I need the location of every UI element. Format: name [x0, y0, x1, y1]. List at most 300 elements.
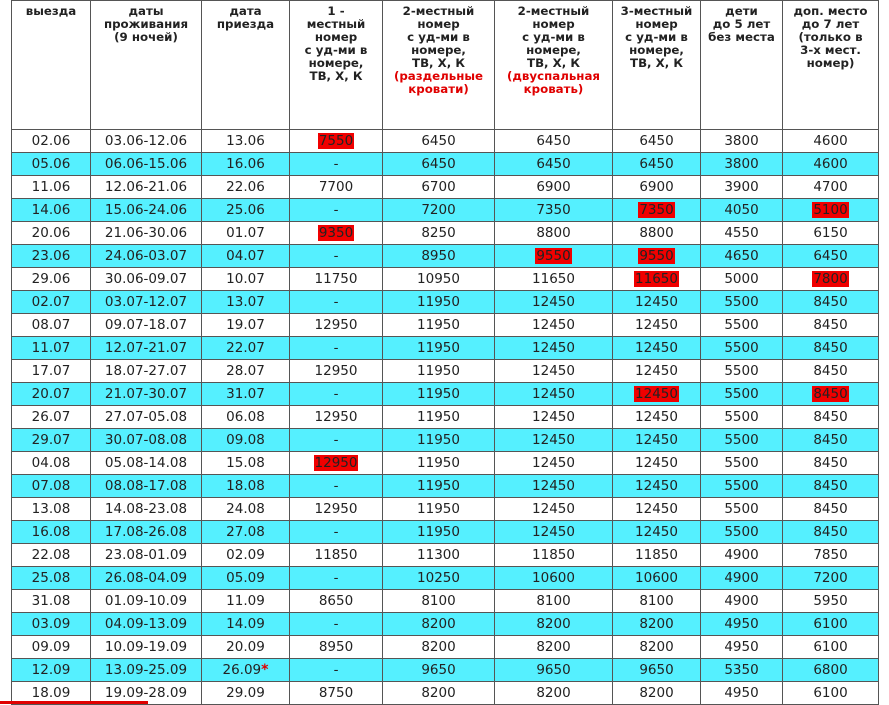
- cell-value: 15.06-24.06: [104, 202, 188, 218]
- header-line: 2-местный: [402, 4, 475, 18]
- cell-value: 10950: [417, 271, 460, 287]
- table-row: [12, 475, 879, 498]
- cell-child-no-bed: [701, 475, 783, 498]
- cell-single-room: [290, 199, 383, 222]
- cell-value: 8200: [421, 685, 456, 701]
- cell-value: 7700: [318, 179, 354, 195]
- table-row: [12, 613, 879, 636]
- cell-value: 12450: [635, 455, 678, 471]
- cell-double-twin: [383, 268, 495, 291]
- cell-extra-bed: [783, 590, 879, 613]
- cell-single-room: [290, 337, 383, 360]
- cell-double-twin: [383, 475, 495, 498]
- cell-triple-room: [613, 682, 701, 705]
- cell-value: 11950: [417, 294, 460, 310]
- cell-value: 21.06-30.06: [104, 225, 188, 241]
- cell-value: 22.07: [226, 340, 265, 356]
- header-line: номер: [314, 30, 358, 44]
- cell-value: 12450: [635, 386, 678, 402]
- header-line: ТВ, Х, К: [309, 69, 363, 83]
- cell-value: 8800: [639, 225, 674, 241]
- cell-value: 6450: [813, 248, 848, 264]
- cell-single-room: [290, 682, 383, 705]
- cell-extra-bed: [783, 498, 879, 521]
- asterisk-mark: *: [261, 662, 269, 678]
- cell-value: 8450: [813, 432, 848, 448]
- header-extra-bed: [783, 1, 879, 130]
- cell-value: 20.09: [226, 639, 265, 655]
- cell-child-no-bed: [701, 314, 783, 337]
- cell-value: 11650: [635, 271, 678, 287]
- cell-stay-dates: [91, 636, 202, 659]
- cell-arrival: [202, 337, 290, 360]
- cell-arrival: [202, 544, 290, 567]
- cell-value: 5350: [724, 662, 759, 678]
- cell-double-bed: [495, 406, 613, 429]
- header-line: выезда: [25, 4, 77, 18]
- cell-single-room: [290, 245, 383, 268]
- cell-value: 12950: [314, 363, 358, 379]
- table-row: [12, 314, 879, 337]
- cell-double-twin: [383, 199, 495, 222]
- header-line: ТВ, Х, К: [630, 56, 683, 70]
- cell-single-room: [290, 222, 383, 245]
- cell-extra-bed: [783, 452, 879, 475]
- header-line: 2-местный: [517, 4, 590, 18]
- cell-departure: [12, 406, 91, 429]
- cell-value: 05.08-14.08: [104, 455, 188, 471]
- cell-value: 6100: [813, 616, 848, 632]
- cell-extra-bed: [783, 383, 879, 406]
- cell-value: 8100: [639, 593, 674, 609]
- cell-double-bed: [495, 682, 613, 705]
- cell-triple-room: [613, 268, 701, 291]
- cell-double-bed: [495, 636, 613, 659]
- cell-value: 18.08: [226, 478, 265, 494]
- cell-value: 18.09: [31, 685, 71, 701]
- cell-value: 6900: [536, 179, 571, 195]
- header-line: 3-х мест.: [800, 43, 861, 57]
- cell-value: 11950: [417, 386, 460, 402]
- cell-value: 21.07-30.07: [104, 386, 188, 402]
- cell-value: 4650: [724, 248, 759, 264]
- cell-triple-room: [613, 337, 701, 360]
- header-note: кровать): [523, 82, 584, 96]
- cell-single-room: [290, 498, 383, 521]
- header-line: 1 -: [327, 4, 345, 18]
- cell-value: 8200: [536, 616, 571, 632]
- cell-departure: [12, 360, 91, 383]
- cell-value: 12450: [635, 340, 678, 356]
- cell-triple-room: [613, 544, 701, 567]
- cell-child-no-bed: [701, 544, 783, 567]
- table-row: [12, 590, 879, 613]
- cell-value: 8450: [813, 386, 848, 402]
- cell-double-bed: [495, 153, 613, 176]
- cell-departure: [12, 337, 91, 360]
- cell-value: 7800: [813, 271, 848, 287]
- cell-double-twin: [383, 590, 495, 613]
- cell-child-no-bed: [701, 636, 783, 659]
- cell-value: 12450: [635, 478, 678, 494]
- cell-triple-room: [613, 314, 701, 337]
- cell-value: 17.07: [31, 363, 71, 379]
- header-stay-dates: [91, 1, 202, 130]
- cell-arrival: [202, 590, 290, 613]
- cell-double-twin: [383, 314, 495, 337]
- cell-stay-dates: [91, 498, 202, 521]
- cell-extra-bed: [783, 567, 879, 590]
- cell-extra-bed: [783, 406, 879, 429]
- cell-value: 7550: [318, 133, 354, 149]
- cell-value: 7850: [813, 547, 848, 563]
- cell-triple-room: [613, 636, 701, 659]
- cell-arrival: [202, 567, 290, 590]
- cell-value: 3900: [724, 179, 759, 195]
- cell-stay-dates: [91, 429, 202, 452]
- cell-stay-dates: [91, 613, 202, 636]
- cell-departure: [12, 130, 91, 153]
- cell-value: 30.07-08.08: [104, 432, 188, 448]
- cell-stay-dates: [91, 659, 202, 682]
- cell-value: -: [333, 202, 339, 218]
- cell-double-bed: [495, 245, 613, 268]
- cell-arrival: [202, 130, 290, 153]
- cell-value: 6450: [639, 133, 674, 149]
- cell-triple-room: [613, 176, 701, 199]
- cell-departure: [12, 245, 91, 268]
- cell-value: 10.07: [226, 271, 265, 287]
- cell-arrival: [202, 498, 290, 521]
- cell-value: -: [333, 570, 339, 586]
- cell-triple-room: [613, 498, 701, 521]
- cell-value: 11850: [635, 547, 678, 563]
- cell-value: 8200: [421, 616, 456, 632]
- cell-extra-bed: [783, 153, 879, 176]
- cell-single-room: [290, 383, 383, 406]
- cell-double-twin: [383, 613, 495, 636]
- header-line: номер): [806, 56, 855, 70]
- cell-stay-dates: [91, 130, 202, 153]
- cell-value: 5500: [724, 386, 759, 402]
- cell-departure: [12, 222, 91, 245]
- header-double-bed: [495, 1, 613, 130]
- cell-value: 11850: [532, 547, 575, 563]
- cell-arrival: [202, 222, 290, 245]
- cell-value: 14.09: [226, 616, 265, 632]
- cell-child-no-bed: [701, 682, 783, 705]
- cell-double-twin: [383, 176, 495, 199]
- cell-value: 4600: [813, 156, 848, 172]
- cell-value: 08.07: [31, 317, 71, 333]
- table-header-row: [12, 1, 879, 130]
- cell-value: 31.08: [31, 593, 71, 609]
- cell-triple-room: [613, 452, 701, 475]
- cell-stay-dates: [91, 475, 202, 498]
- cell-value: 23.06: [31, 248, 71, 264]
- cell-stay-dates: [91, 337, 202, 360]
- cell-single-room: [290, 406, 383, 429]
- cell-arrival: [202, 429, 290, 452]
- cell-double-bed: [495, 360, 613, 383]
- cell-value: 11.07: [31, 340, 71, 356]
- cell-stay-dates: [91, 544, 202, 567]
- cell-value: 25.06: [226, 202, 265, 218]
- cell-value: 11950: [417, 524, 460, 540]
- cell-single-room: [290, 590, 383, 613]
- cell-extra-bed: [783, 314, 879, 337]
- cell-double-twin: [383, 383, 495, 406]
- cell-value: 6450: [536, 133, 571, 149]
- cell-triple-room: [613, 153, 701, 176]
- cell-value: 4900: [724, 593, 759, 609]
- header-line: местный: [306, 17, 366, 31]
- cell-departure: [12, 383, 91, 406]
- table-row: [12, 636, 879, 659]
- cell-value: 8450: [813, 363, 848, 379]
- cell-double-bed: [495, 176, 613, 199]
- cell-value: 8950: [318, 639, 354, 655]
- header-arrival: [202, 1, 290, 130]
- cell-value: 5500: [724, 524, 759, 540]
- cell-value: 12450: [532, 432, 575, 448]
- header-line: даты: [128, 4, 164, 18]
- cell-single-room: [290, 176, 383, 199]
- cell-value: 19.09-28.09: [104, 685, 188, 701]
- cell-arrival: [202, 383, 290, 406]
- cell-child-no-bed: [701, 268, 783, 291]
- cell-value: 12450: [635, 432, 678, 448]
- table-row: [12, 429, 879, 452]
- cell-value: 12450: [532, 524, 575, 540]
- cell-extra-bed: [783, 268, 879, 291]
- cell-value: 6150: [813, 225, 848, 241]
- cell-value: 12950: [314, 409, 358, 425]
- header-line: номер: [417, 17, 460, 31]
- cell-double-twin: [383, 659, 495, 682]
- cell-departure: [12, 636, 91, 659]
- cell-triple-room: [613, 222, 701, 245]
- cell-value: 25.08: [31, 570, 71, 586]
- cell-departure: [12, 475, 91, 498]
- cell-child-no-bed: [701, 452, 783, 475]
- cell-single-room: [290, 429, 383, 452]
- cell-extra-bed: [783, 475, 879, 498]
- cell-value: 7350: [536, 202, 571, 218]
- table-row: [12, 291, 879, 314]
- cell-value: 7200: [813, 570, 848, 586]
- cell-triple-room: [613, 245, 701, 268]
- cell-double-bed: [495, 521, 613, 544]
- cell-value: 20.07: [31, 386, 71, 402]
- cell-double-bed: [495, 567, 613, 590]
- cell-value: 8450: [813, 478, 848, 494]
- cell-value: 9350: [318, 225, 354, 241]
- cell-child-no-bed: [701, 521, 783, 544]
- header-note: (двуспальная: [507, 69, 600, 83]
- cell-double-twin: [383, 245, 495, 268]
- header-line: доп. место: [793, 4, 868, 18]
- cell-value: 10600: [635, 570, 678, 586]
- cell-value: 08.08-17.08: [104, 478, 188, 494]
- cell-double-bed: [495, 268, 613, 291]
- cell-double-twin: [383, 360, 495, 383]
- cell-value: 06.08: [226, 409, 265, 425]
- cell-stay-dates: [91, 153, 202, 176]
- cell-double-bed: [495, 544, 613, 567]
- cell-value: 12450: [635, 363, 678, 379]
- table-row: [12, 222, 879, 245]
- cell-triple-room: [613, 659, 701, 682]
- cell-value: 01.07: [226, 225, 265, 241]
- cell-stay-dates: [91, 406, 202, 429]
- table-row: [12, 498, 879, 521]
- cell-stay-dates: [91, 245, 202, 268]
- cell-value: 10250: [417, 570, 460, 586]
- cell-value: 5500: [724, 294, 759, 310]
- cell-value: 8450: [813, 409, 848, 425]
- cell-double-twin: [383, 636, 495, 659]
- cell-value: 8750: [318, 685, 354, 701]
- cell-value: 27.08: [226, 524, 265, 540]
- cell-double-twin: [383, 406, 495, 429]
- cell-departure: [12, 544, 91, 567]
- cell-value: 7350: [639, 202, 674, 218]
- cell-stay-dates: [91, 199, 202, 222]
- cell-value: 12.07-21.07: [104, 340, 188, 356]
- cell-value: 11.09: [226, 593, 265, 609]
- cell-value: 4900: [724, 547, 759, 563]
- cell-value: 09.08: [226, 432, 265, 448]
- cell-value: 05.09: [226, 570, 265, 586]
- table-row: [12, 544, 879, 567]
- header-line: дети: [725, 4, 758, 18]
- cell-value: 12450: [532, 294, 575, 310]
- cell-value: 03.09: [31, 616, 71, 632]
- cell-value: 7200: [421, 202, 456, 218]
- cell-value: 04.09-13.09: [104, 616, 188, 632]
- cell-value: 9650: [536, 662, 571, 678]
- cell-single-room: [290, 659, 383, 682]
- cell-double-twin: [383, 130, 495, 153]
- cell-extra-bed: [783, 636, 879, 659]
- cell-arrival: [202, 406, 290, 429]
- cell-departure: [12, 613, 91, 636]
- header-line: ТВ, Х, К: [412, 56, 465, 70]
- cell-value: 9650: [421, 662, 456, 678]
- cell-triple-room: [613, 613, 701, 636]
- cell-value: 11950: [417, 455, 460, 471]
- cell-value: 30.06-09.07: [104, 271, 188, 287]
- table-row: [12, 567, 879, 590]
- cell-child-no-bed: [701, 613, 783, 636]
- cell-value: -: [333, 386, 339, 402]
- cell-value: 6100: [813, 685, 848, 701]
- header-line: с уд-ми в: [304, 43, 368, 57]
- cell-child-no-bed: [701, 153, 783, 176]
- cell-value: 6450: [536, 156, 571, 172]
- cell-departure: [12, 314, 91, 337]
- cell-double-bed: [495, 291, 613, 314]
- cell-triple-room: [613, 291, 701, 314]
- cell-arrival: [202, 314, 290, 337]
- cell-value: 12450: [635, 294, 678, 310]
- cell-value: 11950: [417, 317, 460, 333]
- cell-arrival: [202, 682, 290, 705]
- cell-value: 6800: [813, 662, 848, 678]
- cell-value: 8450: [813, 294, 848, 310]
- header-line: приезда: [216, 17, 275, 31]
- cell-value: 12450: [532, 409, 575, 425]
- header-note: кровати): [408, 82, 469, 96]
- cell-value: 5500: [724, 478, 759, 494]
- cell-double-twin: [383, 521, 495, 544]
- cell-value: 5500: [724, 501, 759, 517]
- cell-value: 22.06: [226, 179, 265, 195]
- cell-value: 05.06: [31, 156, 71, 172]
- table-row: [12, 360, 879, 383]
- cell-value: 12450: [532, 501, 575, 517]
- cell-child-no-bed: [701, 383, 783, 406]
- cell-double-bed: [495, 452, 613, 475]
- cell-single-room: [290, 360, 383, 383]
- cell-extra-bed: [783, 245, 879, 268]
- cell-value: 29.09: [226, 685, 265, 701]
- header-note: (раздельные: [393, 69, 484, 83]
- cell-double-bed: [495, 222, 613, 245]
- cell-value: 4050: [724, 202, 759, 218]
- cell-double-bed: [495, 337, 613, 360]
- cell-single-room: [290, 291, 383, 314]
- cell-departure: [12, 590, 91, 613]
- cell-value: -: [333, 340, 339, 356]
- cell-value: 12950: [314, 317, 358, 333]
- cell-value: 16.06: [226, 156, 265, 172]
- cell-double-twin: [383, 429, 495, 452]
- header-line: номере,: [526, 43, 581, 57]
- cell-child-no-bed: [701, 498, 783, 521]
- cell-value: 4900: [724, 570, 759, 586]
- header-single-room: [290, 1, 383, 130]
- cell-arrival: [202, 613, 290, 636]
- cell-value: 5500: [724, 363, 759, 379]
- cell-value: 8200: [536, 639, 571, 655]
- cell-extra-bed: [783, 130, 879, 153]
- cell-value: 12450: [532, 455, 575, 471]
- cell-value: 12950: [314, 455, 358, 471]
- cell-value: 26.07: [31, 409, 71, 425]
- cell-value: 12450: [635, 317, 678, 333]
- cell-triple-room: [613, 130, 701, 153]
- cell-value: -: [333, 432, 339, 448]
- cell-value: 12450: [635, 501, 678, 517]
- cell-value: 3800: [724, 156, 759, 172]
- header-line: (9 ночей): [114, 30, 178, 44]
- cell-arrival: [202, 245, 290, 268]
- cell-double-twin: [383, 291, 495, 314]
- header-line: без места: [708, 30, 775, 44]
- cell-value: 12.06-21.06: [104, 179, 188, 195]
- cell-value: 8450: [813, 501, 848, 517]
- cell-stay-dates: [91, 590, 202, 613]
- cell-value: 01.09-10.09: [104, 593, 188, 609]
- price-table: [11, 0, 879, 705]
- header-line: дата: [229, 4, 262, 18]
- cell-extra-bed: [783, 659, 879, 682]
- cell-value: -: [333, 662, 339, 678]
- cell-value: 02.09: [226, 547, 265, 563]
- cell-double-bed: [495, 199, 613, 222]
